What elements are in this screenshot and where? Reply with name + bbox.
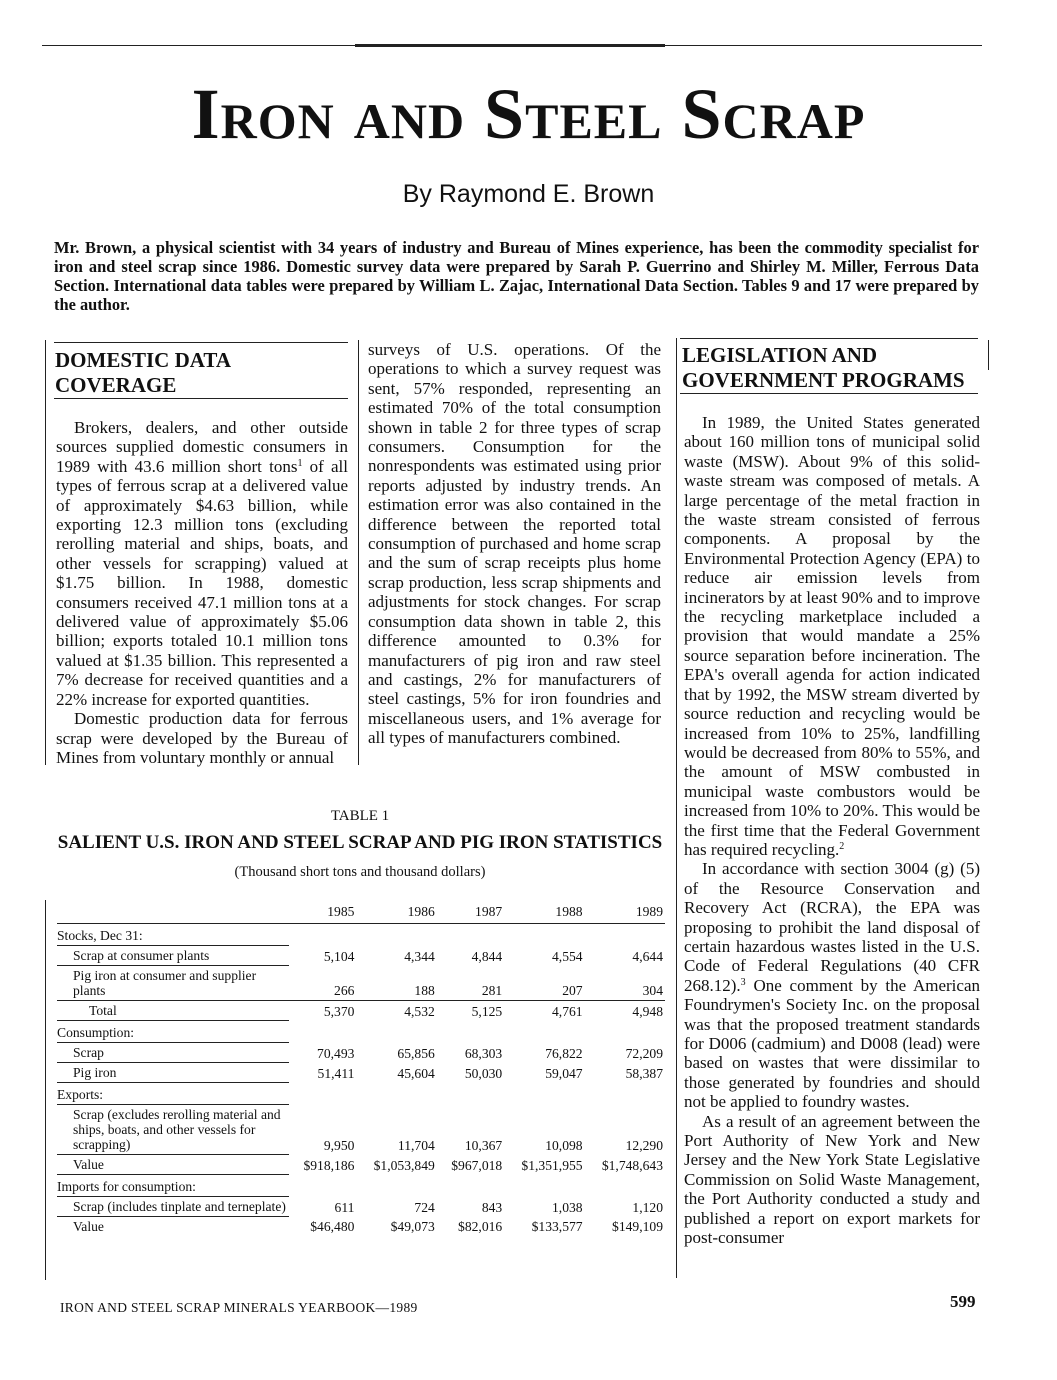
cell: 72,209 [625, 1045, 663, 1061]
cell: 70,493 [317, 1045, 355, 1061]
byline: By Raymond E. Brown [402, 180, 655, 208]
cell: 4,644 [632, 948, 663, 964]
cell: 11,704 [397, 1137, 435, 1153]
table-left-rule [45, 900, 46, 1280]
middle-column-rule [358, 340, 359, 765]
table-header-row [57, 902, 665, 924]
year-header: 1987 [437, 902, 504, 924]
right-edge-rule [988, 340, 989, 370]
row-label: Pig iron [57, 1063, 289, 1083]
cell: 76,822 [545, 1045, 583, 1061]
section-label: Stocks, Dec 31: [57, 924, 289, 946]
left-heading-rule-top [54, 342, 348, 343]
table-label: TABLE 1 [330, 808, 390, 824]
cell: 4,554 [552, 948, 583, 964]
paragraph: Domestic production data for ferrous scrap were developed by the Bureau of Mines from voluntary monthly or annual [56, 709, 348, 767]
text: In accordance with section 3004 (g) (5) of the Resource Conservation and Recovery Act (RCRA), the EPA was proposing to prohibit the land disposal of certain hazardous wastes listed in the U.S. Code of Federal Regulations (40 CFR 268.12). [684, 859, 980, 995]
text: of all types of ferrous scrap at a delivered value of approximately $4.63 billion, while exporting 12.3 million tons (excluding rerolling material and ships, boats, and other vessels for scrapping) valued at $1.75 billion. In 1988, domestic consumers received 47.1 million tons at a delivered value of approximately $5.06 billion; exports totaled 10.1 million tons valued at $1.35 billion. This represented a 7% decrease for received quantities and a 22% increase for exported quantities. [56, 456, 348, 709]
cell: $1,053,849 [373, 1157, 435, 1173]
table-row [57, 1197, 665, 1217]
cell: 304 [585, 966, 665, 1001]
middle-column-text [368, 340, 661, 748]
salient-statistics-table [57, 902, 665, 1236]
row-label: Pig iron at consumer and supplier plants [57, 966, 289, 1001]
cell: 58,387 [625, 1065, 663, 1081]
cell: 68,303 [464, 1045, 503, 1061]
header-blank [57, 902, 289, 924]
table-subtitle: (Thousand short tons and thousand dollars) [234, 864, 486, 880]
cell: 65,856 [397, 1045, 435, 1061]
right-heading-rule-top [680, 338, 978, 339]
section-label: Imports for consumption: [57, 1175, 289, 1197]
cell: 188 [356, 966, 436, 1001]
cell: $46,480 [310, 1219, 355, 1234]
section-label: Consumption: [57, 1021, 289, 1043]
paragraph [56, 418, 348, 709]
paragraph: surveys of U.S. operations. Of the operations to which a survey request was sent, 57% responded, representing an estimated 70% of the total consumption shown in table 2 for three types of scrap consumers. Consumption for the nonrespondents was estimated using prior reports adjusted by industry trends. An estimation error was also contained in the difference between the reported total consumption of purchased and home scrap and the sum of scrap receipts plus home scrap production, less scrap shipments and adjustments for stock changes. For scrap consumption data shown in table 2, this difference amounted to 0.3% for manufacturers of pig iron and raw steel and castings, 2% for manufacturers of steel castings, 5% for iron foundries and miscellaneous users, and 1% average for all types of manufacturers combined. [368, 340, 661, 748]
footnote-ref: 3 [740, 976, 746, 988]
cell: 4,844 [471, 948, 503, 964]
section-label: Exports: [57, 1083, 289, 1105]
author-note: Mr. Brown, a physical scientist with 34 years of industry and Bureau of Mines experience, has been the commodity specialist for iron and steel scrap since 1986. Domestic survey data were prepared by Sarah P. Guerrino and Shirley M. Miller, Ferrous Data Section. International data tables were prepared by William L. Zajac, International Data Section. Tables 9 and 17 were prepared by the author. [54, 238, 979, 314]
running-footer: IRON AND STEEL SCRAP MINERALS YEARBOOK—1989 [60, 1300, 418, 1315]
row-label: Value [57, 1155, 289, 1175]
cell: $1,351,955 [521, 1157, 583, 1173]
cell: $149,109 [612, 1219, 663, 1234]
row-label: Total [57, 1001, 289, 1021]
page-title: Iron and Steel Scrap [191, 74, 866, 154]
cell: 724 [414, 1199, 435, 1215]
cell: 50,030 [464, 1065, 503, 1081]
right-heading-rule-bottom [680, 393, 978, 394]
table-row [57, 1105, 665, 1155]
cell: 9,950 [323, 1137, 355, 1153]
cell: 5,370 [323, 1003, 355, 1019]
cell: $967,018 [451, 1157, 503, 1173]
text: One comment by the American Foundrymen's Society Inc. on the proposal was that the proposed treatment standards for D006 (cadmium) and D008 (lead) were based on wastes that were dissimilar to those generated by foundries and should not be applied to foundry wastes. [684, 975, 980, 1112]
cell: 45,604 [397, 1065, 435, 1081]
cell: 4,761 [552, 1003, 583, 1019]
table-row [57, 966, 665, 1001]
legislation-heading [682, 343, 978, 393]
table-row [57, 1043, 665, 1063]
year-header: 1989 [585, 902, 665, 924]
year-header: 1986 [356, 902, 436, 924]
table-row [57, 1217, 665, 1237]
cell: 4,532 [404, 1003, 435, 1019]
cell: 611 [334, 1199, 355, 1215]
cell: 10,098 [545, 1137, 583, 1153]
heading-line-2: GOVERNMENT PROGRAMS [682, 368, 965, 392]
text: In 1989, the United States generated about 160 million tons of municipal solid waste (MSW). About 9% of this solid-waste stream was composed of metals. A large percentage of the metal fraction in the waste stream consisted of ferrous components. A proposal by the Environmental Protection Agency (EPA) to reduce air emission levels from incinerators by at least 90% and to improve the recycling marketplace included a provision that would mandate a 25% source separation before incineration. The EPA's overall agenda for action indicated that by 1992, the MSW stream diverted by source reduction and recycling would be increased from 10% to 25%, landfilling would be decreased from 80% to 55%, and the amount of MSW combusted in municipal waste combustors would be increased from 10% to 20%. This would be the first time that the Federal Government has required recycling. [684, 413, 980, 859]
text: Brokers, dealers, and other outside sources supplied domestic consumers in 1989 with 43.6 million short tons [56, 418, 348, 476]
cell: $49,073 [390, 1219, 435, 1234]
cell: 207 [504, 966, 584, 1001]
cell: $133,577 [531, 1219, 583, 1234]
footnote-ref: 1 [297, 457, 303, 469]
table-section-row [57, 1021, 665, 1043]
cell: 1,038 [552, 1199, 583, 1215]
table-title: SALIENT U.S. IRON AND STEEL SCRAP AND PIG IRON STATISTICS [57, 832, 663, 853]
paragraph [684, 413, 980, 859]
cell: $1,748,643 [601, 1157, 663, 1173]
table-row [57, 1001, 665, 1021]
row-label: Scrap at consumer plants [57, 946, 289, 966]
heading-line-1: LEGISLATION AND [682, 343, 878, 367]
table-section-row [57, 1175, 665, 1197]
top-rule-thick [355, 44, 665, 47]
table-row [57, 1063, 665, 1083]
table-row [57, 1155, 665, 1175]
cell: 4,948 [632, 1003, 663, 1019]
heading-line-1: DOMESTIC DATA [55, 348, 231, 372]
row-label: Value [73, 1219, 104, 1234]
table-section-row [57, 924, 665, 946]
cell: 266 [289, 966, 356, 1001]
year-header: 1988 [504, 902, 584, 924]
left-column-text [56, 418, 348, 767]
right-column-rule [676, 338, 677, 1278]
domestic-data-heading [55, 348, 345, 398]
right-column-text [684, 413, 980, 1247]
row-label: Scrap (excludes rerolling material and ships, boats, and other vessels for scrapping) [57, 1105, 289, 1155]
table-section-row [57, 1083, 665, 1105]
cell: $918,186 [303, 1157, 355, 1173]
left-heading-rule-bottom [54, 398, 348, 399]
table-row [57, 946, 665, 966]
left-column-rule [45, 340, 46, 765]
cell: 4,344 [404, 948, 435, 964]
cell: 1,120 [632, 1199, 663, 1215]
footnote-ref: 2 [839, 840, 845, 852]
cell: 12,290 [625, 1137, 663, 1153]
cell: 281 [437, 966, 504, 1001]
row-label: Scrap [57, 1043, 289, 1063]
cell: 59,047 [545, 1065, 583, 1081]
row-label: Scrap (includes tinplate and terneplate) [57, 1197, 289, 1217]
heading-line-2: COVERAGE [55, 373, 177, 397]
year-header: 1985 [289, 902, 356, 924]
cell: 843 [481, 1199, 503, 1215]
cell: 51,411 [317, 1065, 355, 1081]
cell: 10,367 [464, 1137, 503, 1153]
paragraph [684, 859, 980, 1111]
cell: 5,104 [323, 948, 355, 964]
page-number: 599 [950, 1292, 976, 1311]
cell: $82,016 [458, 1219, 503, 1234]
paragraph: As a result of an agreement between the Port Authority of New York and New Jersey and the New York State Legislative Commission on Solid Waste Management, the Port Authority conducted a study and published a report on export markets for post-consumer [684, 1111, 980, 1248]
cell: 5,125 [471, 1003, 503, 1019]
